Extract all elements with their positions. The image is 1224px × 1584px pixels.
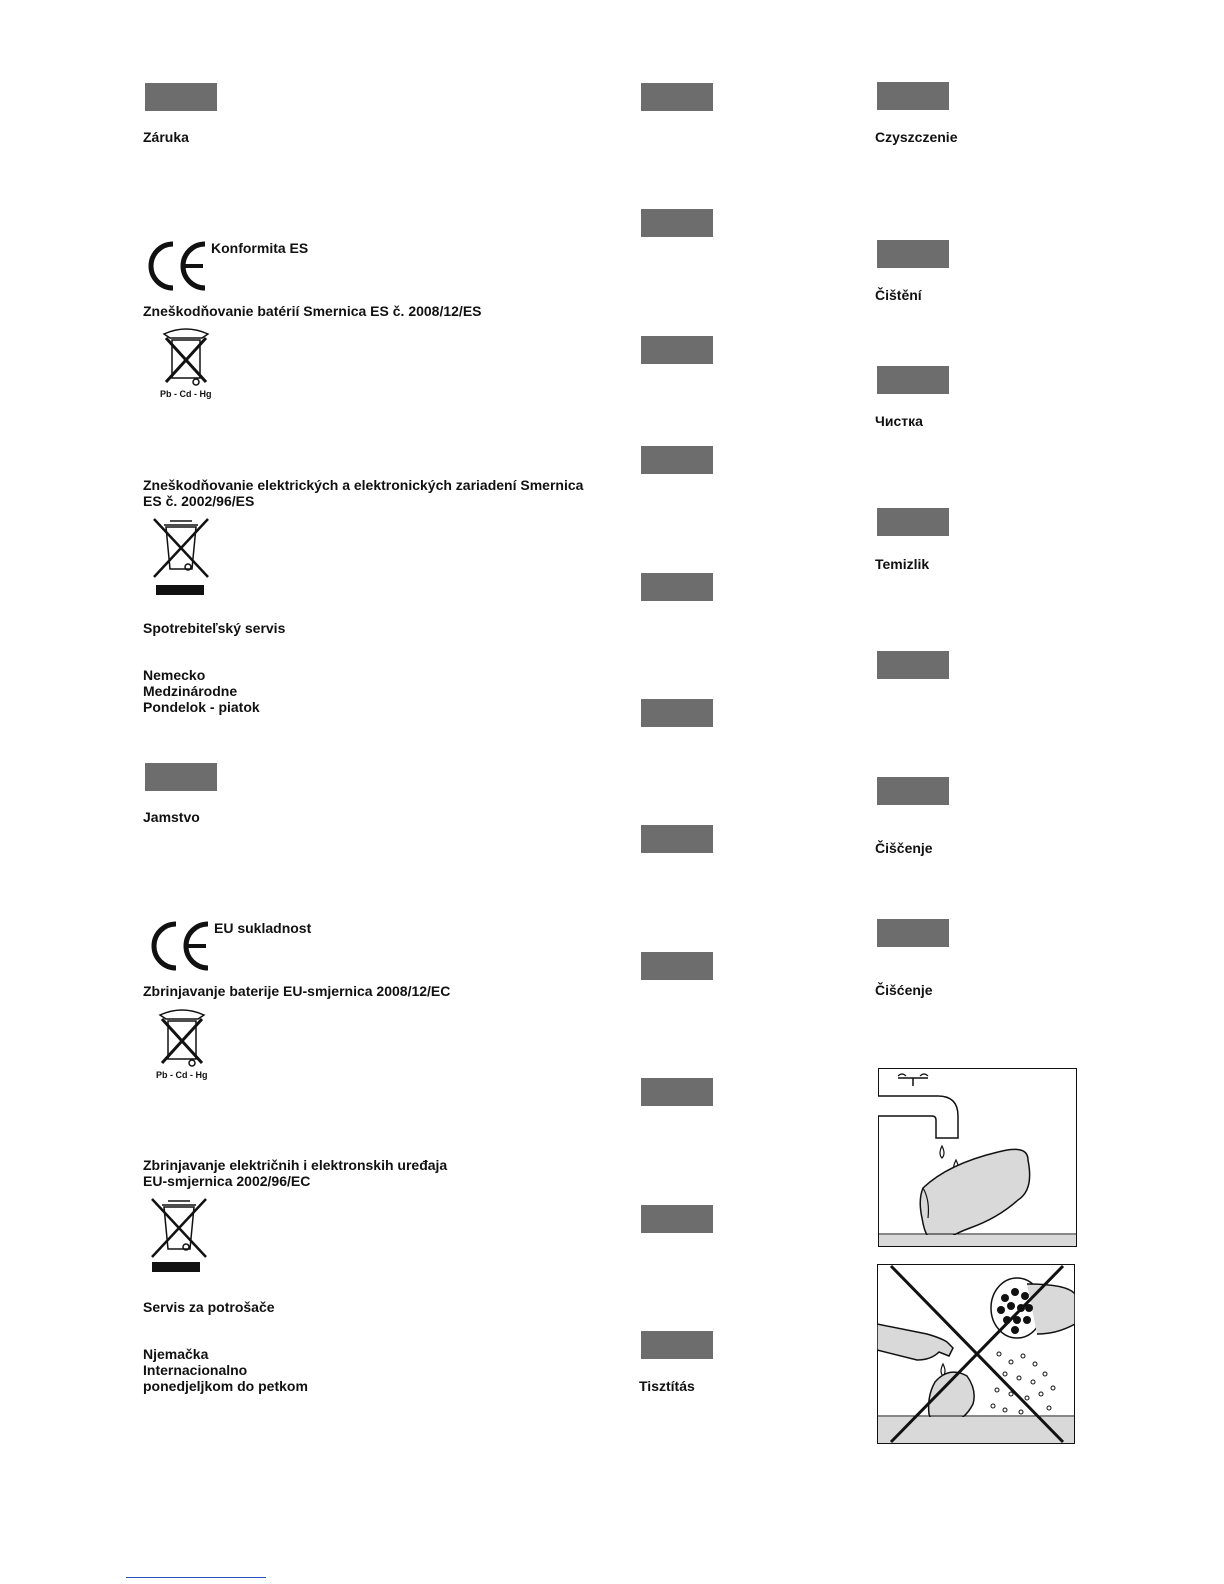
bottom-link-underline: [126, 1577, 266, 1578]
language-tab-bs: [877, 919, 949, 947]
warranty-heading-hr: Jamstvo: [143, 809, 200, 825]
warranty-heading-sk: Záruka: [143, 129, 189, 145]
ce-mark-icon: [148, 920, 214, 972]
language-tab-mid-6: [641, 699, 713, 727]
language-tab-mid-2: [641, 209, 713, 237]
weee-heading-sk-line2: ES č. 2002/96/ES: [143, 493, 255, 509]
language-tab-hr: [145, 763, 217, 791]
consumer-service-heading-hr: Servis za potrošače: [143, 1299, 275, 1315]
country-label-hr: Njemačka: [143, 1346, 209, 1362]
language-tab-mid-11: [641, 1331, 713, 1359]
cleaning-heading-pl: Czyszczenie: [875, 129, 958, 145]
battery-chemistry-label-hr: Pb - Cd - Hg: [156, 1070, 208, 1080]
battery-disposal-heading-sk: Zneškodňovanie batérií Smernica ES č. 2008/12/ES: [143, 303, 482, 319]
country-label-sk: Nemecko: [143, 667, 206, 683]
ce-mark-icon: [145, 240, 211, 292]
cleaning-heading-bs: Čišćenje: [875, 982, 933, 998]
hours-label-sk: Pondelok - piatok: [143, 699, 260, 715]
language-tab-pl: [877, 82, 949, 110]
weee-heading-hr-line2: EU-smjernica 2002/96/EC: [143, 1173, 311, 1189]
no-detergent-illustration: [877, 1264, 1075, 1444]
language-tab-mid-10: [641, 1205, 713, 1233]
crossed-bin-battery-icon: [154, 1007, 210, 1067]
weee-heading-sk-line1: Zneškodňovanie elektrických a elektronických zariadení Smernica: [143, 477, 584, 493]
language-tab-mid-8: [641, 952, 713, 980]
battery-chemistry-label-sk: Pb - Cd - Hg: [160, 389, 212, 399]
language-tab-mid-4: [641, 446, 713, 474]
battery-disposal-heading-hr: Zbrinjavanje baterije EU-smjernica 2008/12/EC: [143, 983, 451, 999]
cleaning-heading-hu: Tisztítás: [639, 1378, 695, 1394]
international-label-sk: Medzinárodne: [143, 683, 238, 699]
language-tab-mid-3: [641, 336, 713, 364]
crossed-bin-weee-icon: [148, 1195, 210, 1277]
international-label-hr: Internacionalno: [143, 1362, 248, 1378]
cleaning-heading-ru: Чистка: [875, 413, 923, 429]
ce-conformity-label-sk: Konformita ES: [211, 240, 309, 256]
language-tab-mid-5: [641, 573, 713, 601]
language-tab-right-5: [877, 651, 949, 679]
ce-conformity-label-hr: EU sukladnost: [214, 920, 312, 936]
language-tab-tr: [877, 508, 949, 536]
consumer-service-heading-sk: Spotrebiteľský servis: [143, 620, 286, 636]
cleaning-heading-sl: Čiščenje: [875, 840, 933, 856]
hours-label-hr: ponedjeljkom do petkom: [143, 1378, 308, 1394]
crossed-bin-weee-icon: [150, 515, 212, 597]
crossed-bin-battery-icon: [158, 326, 214, 386]
language-tab-sl: [877, 777, 949, 805]
language-tab-mid-7: [641, 825, 713, 853]
cleaning-heading-tr: Temizlik: [875, 556, 930, 572]
language-tab-mid-1: [641, 83, 713, 111]
cleaning-heading-cz: Čištění: [875, 287, 922, 303]
language-tab-cz: [877, 240, 949, 268]
language-tab-sk: [145, 83, 217, 111]
language-tab-mid-9: [641, 1078, 713, 1106]
weee-heading-hr-line1: Zbrinjavanje električnih i elektronskih uređaja: [143, 1157, 448, 1173]
language-tab-ru: [877, 366, 949, 394]
tap-cleaning-illustration: [878, 1068, 1077, 1247]
